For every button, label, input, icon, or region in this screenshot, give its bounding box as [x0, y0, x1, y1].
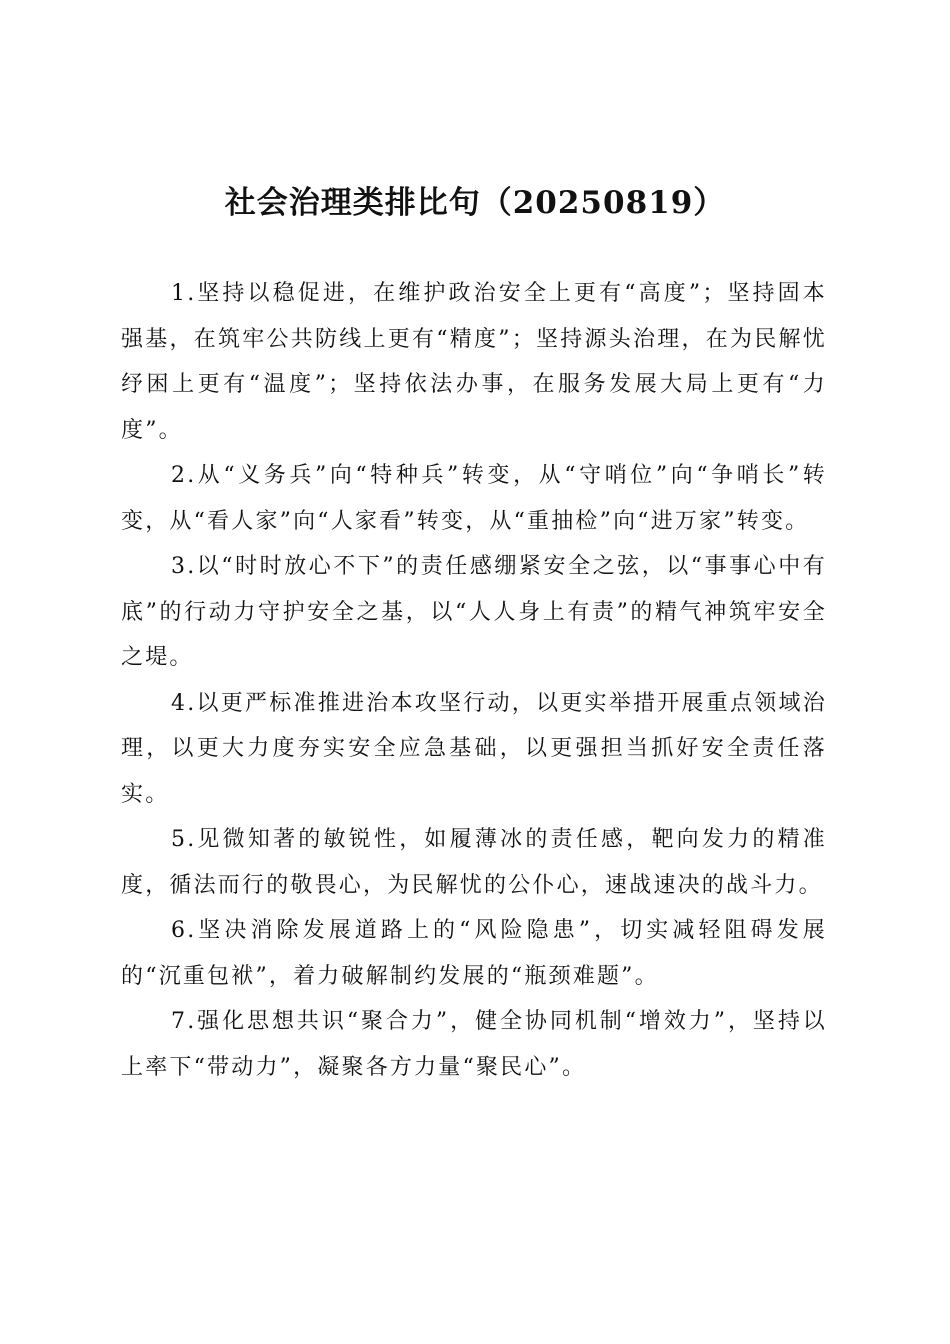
paragraph-1: 1.坚持以稳促进，在维护政治安全上更有“高度”；坚持固本强基，在筑牢公共防线上更有“精度”；坚持源头治理，在为民解忧纾困上更有“温度”；坚持依法办事，在服务发展大局上更有“力度”。	[121, 281, 827, 443]
document-body	[121, 271, 827, 1090]
paragraph-5: 5.见微知著的敏锐性，如履薄冰的责任感，靶向发力的精准度，循法而行的敬畏心，为民解忧的公仆心，速战速决的战斗力。	[121, 827, 827, 898]
paragraph-3: 3.以“时时放心不下”的责任感绷紧安全之弦，以“事事心中有底”的行动力守护安全之基，以“人人身上有责”的精气神筑牢安全之堤。	[121, 554, 827, 670]
paragraph-4: 4.以更严标准推进治本攻坚行动，以更实举措开展重点领域治理，以更大力度夯实安全应急基础，以更强担当抓好安全责任落实。	[121, 690, 827, 807]
document-title: 社会治理类排比句（20250819）	[224, 185, 726, 221]
paragraph-6: 6.坚决消除发展道路上的“风险隐患”，切实减轻阻碍发展的“沉重包袱”，着力破解制约发展的“瓶颈难题”。	[121, 918, 827, 989]
paragraph-2: 2.从“义务兵”向“特种兵”转变，从“守哨位”向“争哨长”转变，从“看人家”向“人家看”转变，从“重抽检”向“进万家”转变。	[121, 463, 827, 534]
paragraph-7: 7.强化思想共识“聚合力”，健全协同机制“增效力”，坚持以上率下“带动力”，凝聚各方力量“聚民心”。	[121, 1009, 827, 1080]
